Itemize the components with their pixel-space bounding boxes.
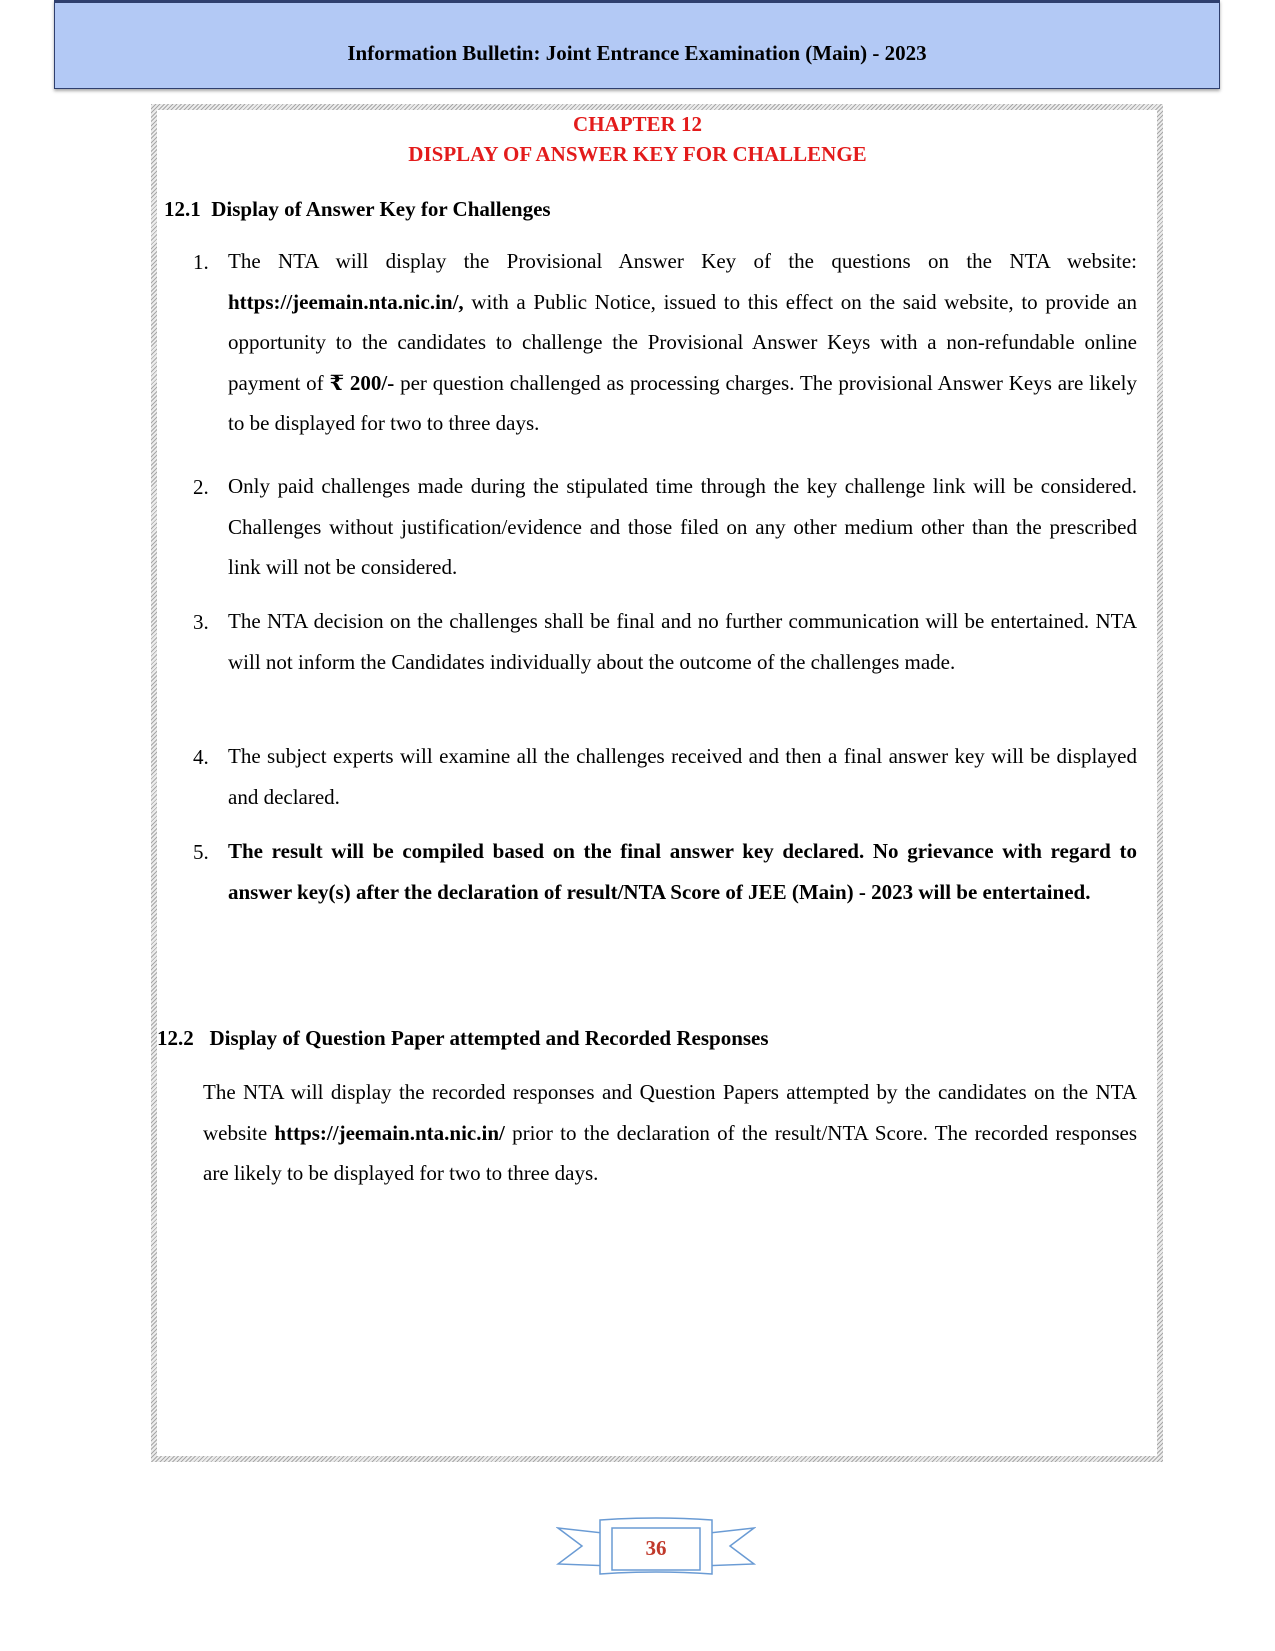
section-12-2-heading [157,1026,769,1051]
list-item-text: The NTA will display the Provisional Answer Key of the questions on the NTA website: https://jeemain.nta.nic.in/, with a Public Notice, issued to this effect on the said website, to provide an opportunity to the candidates to challenge the Provisional Answer Keys with a non-refundable online payment of ₹ 200/- per question challenged as processing charges. The provisional Answer Keys are likely to be displayed for two to three days. [228,249,1137,435]
chapter-title: DISPLAY OF ANSWER KEY FOR CHALLENGE [408,142,867,166]
list-item-text: Only paid challenges made during the stipulated time through the key challenge link will be considered. Challenges without justification/evidence and those filed on any other medium other than the prescribed link will not be considered. [228,474,1137,579]
section-title: Display of Answer Key for Challenges [211,197,551,221]
section-title: Display of Question Paper attempted and Recorded Responses [209,1026,769,1050]
list-item-number: 1. [193,250,209,274]
page-number-badge [556,1516,756,1582]
chapter-number: CHAPTER 12 [573,112,702,136]
section-number: 12.2 [157,1026,194,1050]
list-item-text: The NTA decision on the challenges shall be final and no further communication will be entertained. NTA will not inform the Candidates individually about the outcome of the challenges made. [228,609,1137,674]
section-12-1-heading [164,197,551,222]
list-item-number: 4. [193,745,209,769]
section-12-2-paragraph: The NTA will display the recorded responses and Question Papers attempted by the candidates on the NTA website https://jeemain.nta.nic.in/ prior to the declaration of the result/NTA Score. The recorded responses are likely to be displayed for two to three days. [203,1080,1138,1185]
list-item-text: The subject experts will examine all the challenges received and then a final answer key will be displayed and declared. [228,744,1137,809]
list-item-number: 2. [193,475,209,499]
section-number: 12.1 [164,197,201,221]
page-header [54,0,1220,89]
website-link[interactable]: https://jeemain.nta.nic.in/, [228,289,464,314]
list-item-text: The result will be compiled based on the final answer key declared. No grievance with regard to answer key(s) after the declaration of result/NTA Score of JEE (Main) - 2023 will be entertained. [228,839,1137,904]
fee-amount: ₹ 200/- [329,370,395,395]
website-link[interactable]: https://jeemain.nta.nic.in/ [274,1120,505,1145]
page-number: 36 [645,1536,667,1560]
bulletin-title: Information Bulletin: Joint Entrance Examination (Main) - 2023 [347,41,927,65]
list-item-number: 5. [193,840,209,864]
list-item-number: 3. [193,610,209,634]
